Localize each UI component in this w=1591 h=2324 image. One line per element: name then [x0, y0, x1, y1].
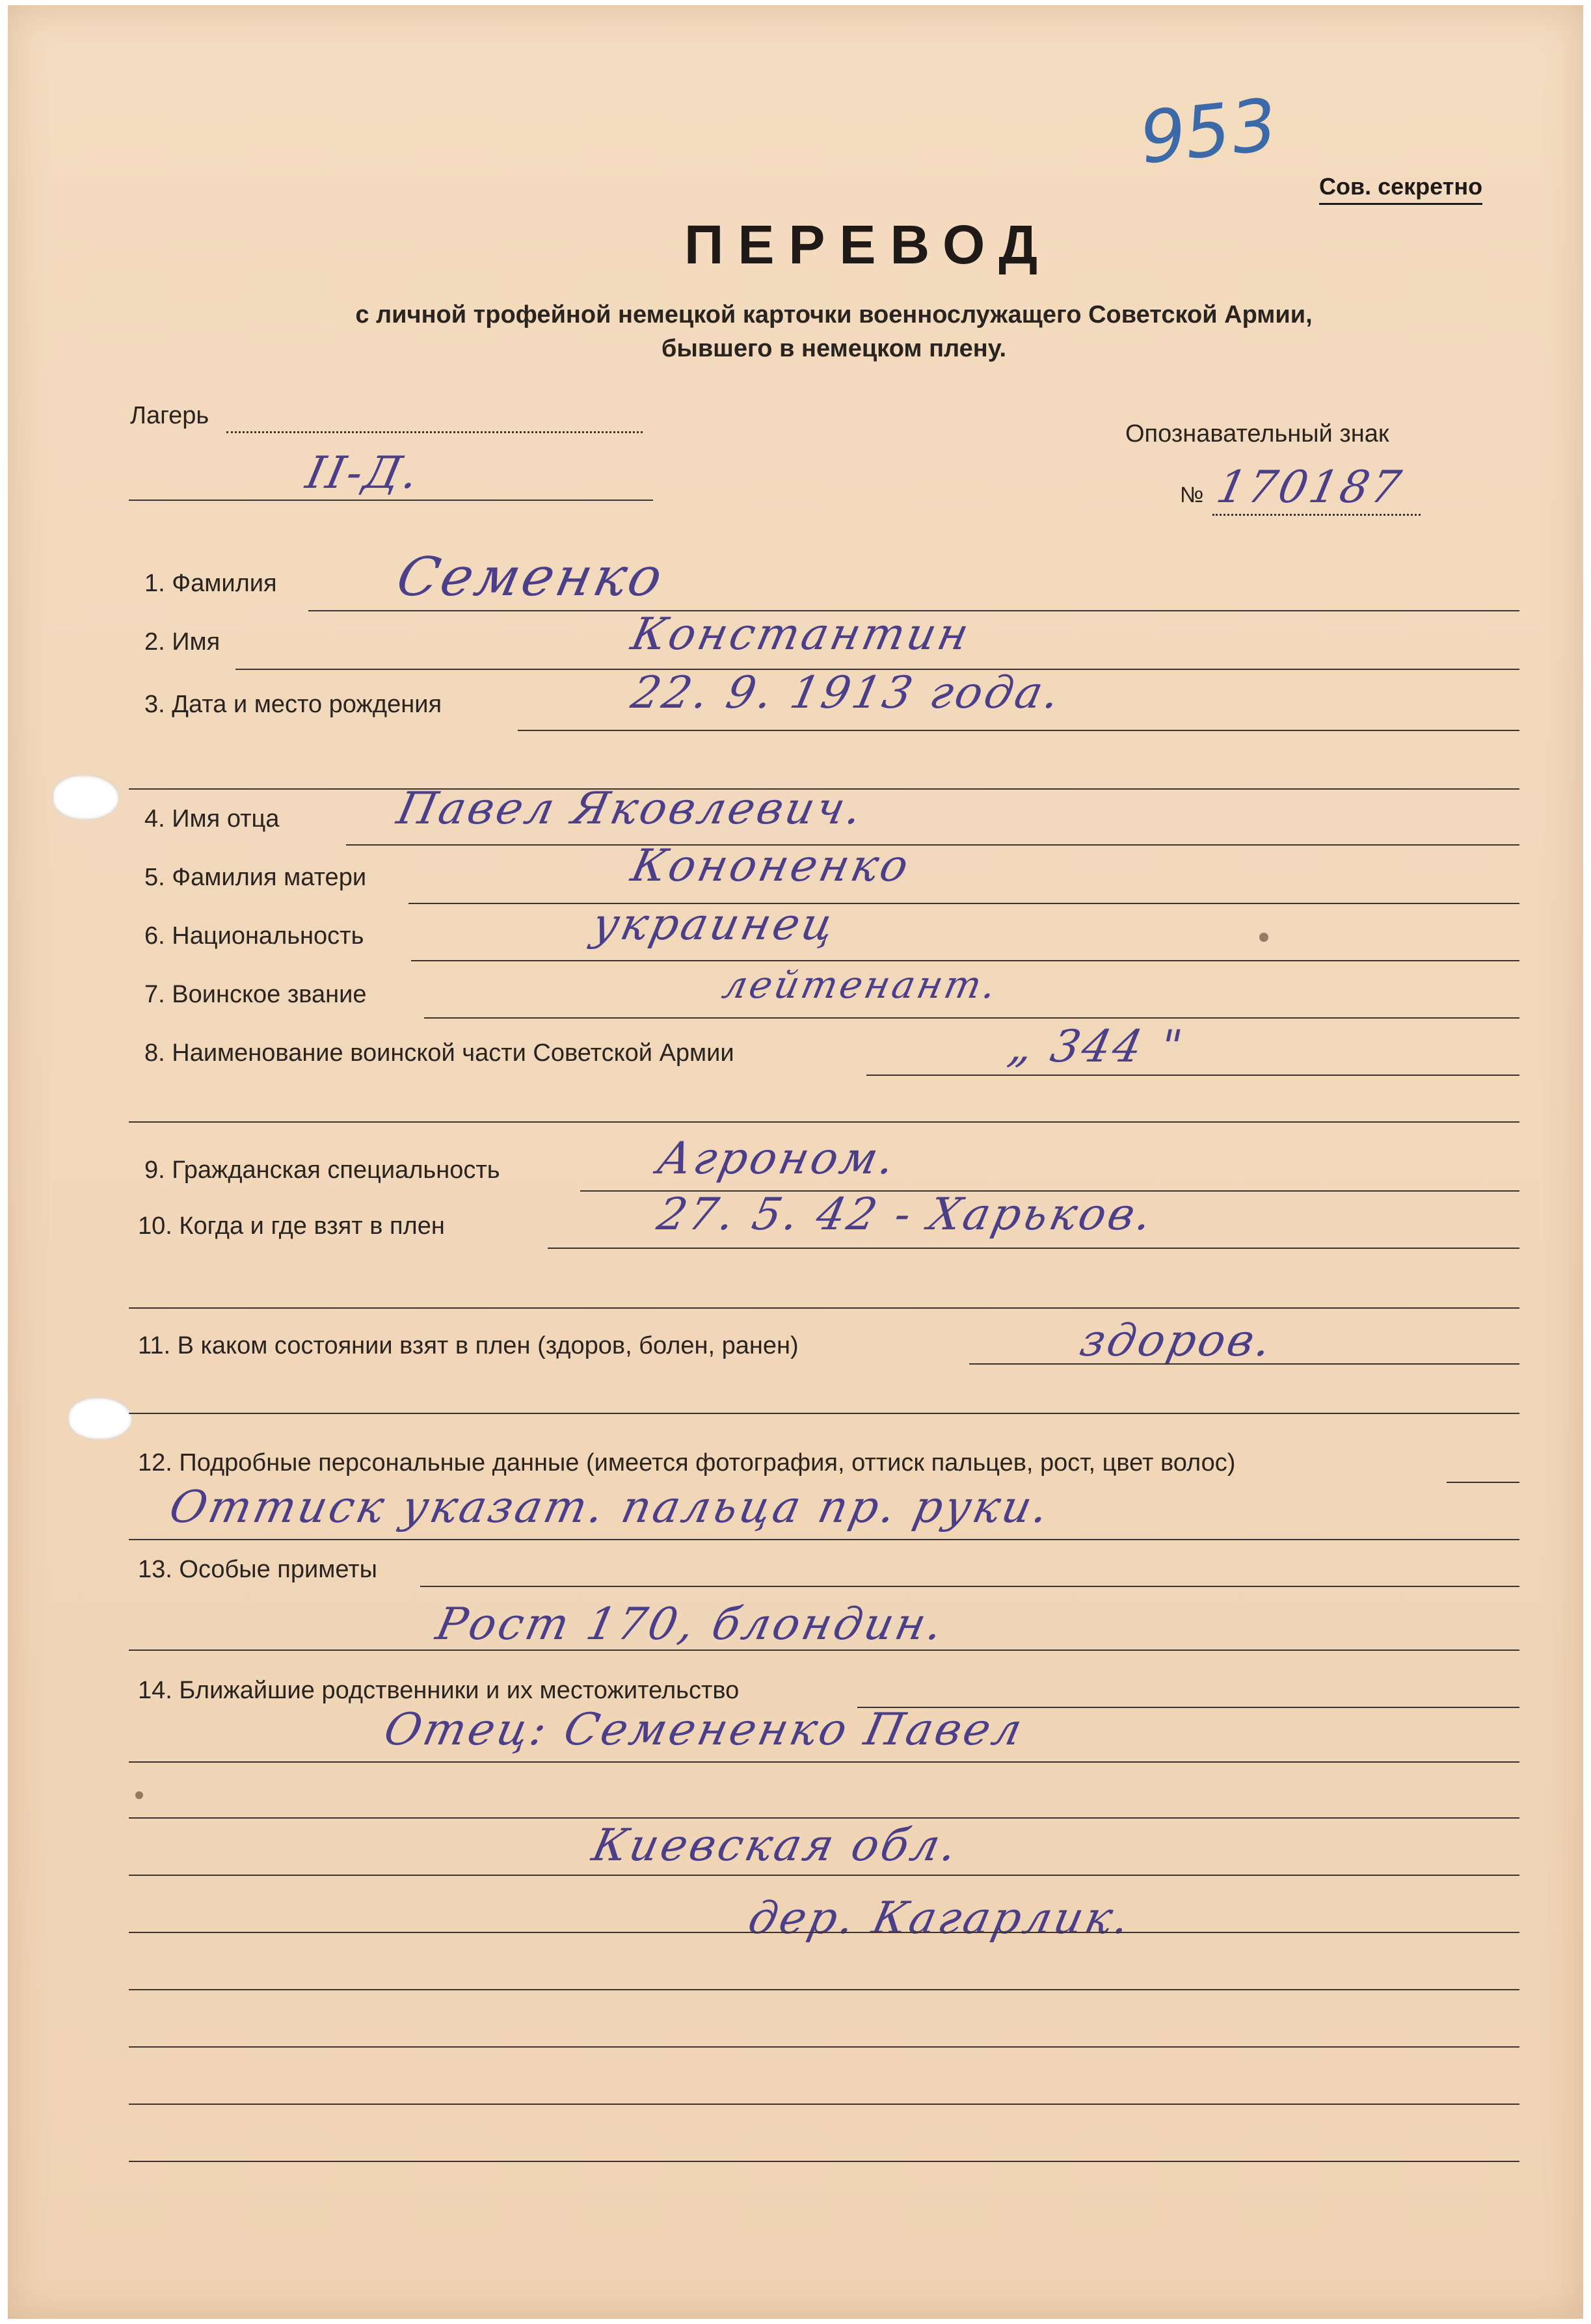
- field-nationality-label: 6. Национальность: [144, 922, 364, 950]
- field-relatives-label: 14. Ближайшие родственники и их местожительство: [138, 1677, 740, 1704]
- field-relatives-value-line-3: дер. Кагарлик.: [743, 1893, 1137, 1944]
- field-features-label: 13. Особые приметы: [138, 1556, 377, 1583]
- field-rule: [346, 844, 1519, 846]
- field-condition-value: здоров.: [1075, 1315, 1279, 1367]
- field-rule: [420, 1586, 1519, 1587]
- tag-label: Опознавательный знак: [1125, 420, 1389, 447]
- camp-rule: [226, 431, 643, 433]
- field-rule: [518, 730, 1519, 731]
- field-father-label: 4. Имя отца: [144, 805, 280, 833]
- field-surname-label: 1. Фамилия: [144, 570, 277, 597]
- ink-spot: [1259, 933, 1268, 942]
- tag-number: 170187: [1212, 462, 1408, 513]
- page-title: ПЕРЕВОД: [684, 214, 1052, 275]
- field-nationality-value: украинец: [587, 899, 841, 950]
- ink-spot: [135, 1791, 143, 1799]
- field-features-value: Рост 170, блондин.: [431, 1599, 950, 1650]
- classification-mark: Сов. секретно: [1319, 173, 1482, 205]
- field-unit-label: 8. Наименование воинской части Советской Армии: [144, 1039, 734, 1067]
- field-rule: [969, 1363, 1519, 1365]
- field-relatives-value-line-2: Киевская обл.: [587, 1820, 964, 1871]
- field-condition-label: 11. В каком состоянии взят в плен (здоров, болен, ранен): [138, 1332, 799, 1359]
- field-rule: [129, 1413, 1519, 1414]
- field-capture-value: 27. 5. 42 - Харьков.: [652, 1189, 1159, 1240]
- field-surname-value: Семенко: [391, 546, 671, 608]
- field-rule: [129, 1539, 1519, 1540]
- camp-rule-2: [129, 500, 653, 501]
- tag-rule: [1212, 514, 1421, 516]
- field-father-value: Павел Яковлевич.: [392, 783, 869, 835]
- field-rule: [129, 1650, 1519, 1651]
- field-rule: [129, 1761, 1519, 1763]
- field-rule: [129, 1817, 1519, 1819]
- field-rank-label: 7. Воинское звание: [144, 981, 367, 1008]
- field-rule: [866, 1075, 1519, 1076]
- field-rule: [408, 903, 1519, 904]
- field-profession-label: 9. Гражданская специальность: [144, 1156, 500, 1184]
- punch-hole-top: [52, 775, 120, 820]
- field-birth-value: 22. 9. 1913 года.: [626, 667, 1067, 719]
- field-rule: [129, 1989, 1519, 1990]
- field-rule: [411, 960, 1519, 961]
- subtitle-line-1: с личной трофейной немецкой карточки военнослужащего Советской Армии,: [355, 301, 1313, 328]
- punch-hole-bottom: [68, 1397, 133, 1440]
- field-personal-value: Оттиск указат. пальца пр. руки.: [165, 1482, 1056, 1533]
- subtitle-line-2: бывшего в немецком плену.: [661, 335, 1007, 362]
- field-rule: [424, 1017, 1519, 1019]
- field-mother-value: Кононенко: [626, 840, 916, 892]
- field-capture-label: 10. Когда и где взят в плен: [138, 1212, 445, 1240]
- field-rule: [129, 2161, 1519, 2162]
- field-relatives-value-line-1: Отец: Семененко Павел: [379, 1704, 1029, 1756]
- field-rule: [129, 1932, 1519, 1933]
- field-rank-value: лейтенант.: [718, 963, 1003, 1007]
- field-rule: [129, 2104, 1519, 2105]
- field-profession-value: Агроном.: [652, 1133, 902, 1184]
- document-page: [8, 5, 1583, 2319]
- field-unit-value: „ 344 ": [1004, 1021, 1189, 1073]
- field-name-value: Константин: [626, 609, 976, 660]
- archive-number: 953: [1137, 82, 1279, 181]
- tag-prefix: №: [1180, 483, 1204, 507]
- field-mother-label: 5. Фамилия матери: [144, 864, 367, 891]
- camp-label: Лагерь: [130, 402, 209, 429]
- field-birth-label: 3. Дата и место рождения: [144, 691, 442, 718]
- field-rule: [129, 1307, 1519, 1309]
- field-rule: [548, 1248, 1519, 1249]
- field-rule: [129, 2046, 1519, 2048]
- camp-value: II-Д.: [301, 447, 426, 499]
- field-name-label: 2. Имя: [144, 628, 221, 656]
- document-subtitle: [248, 298, 1419, 366]
- field-personal-label: 12. Подробные персональные данные (имеется фотография, оттиск пальцев, рост, цвет волос): [138, 1449, 1236, 1476]
- field-rule: [129, 1121, 1519, 1123]
- field-rule: [1447, 1482, 1519, 1483]
- field-rule: [129, 1875, 1519, 1876]
